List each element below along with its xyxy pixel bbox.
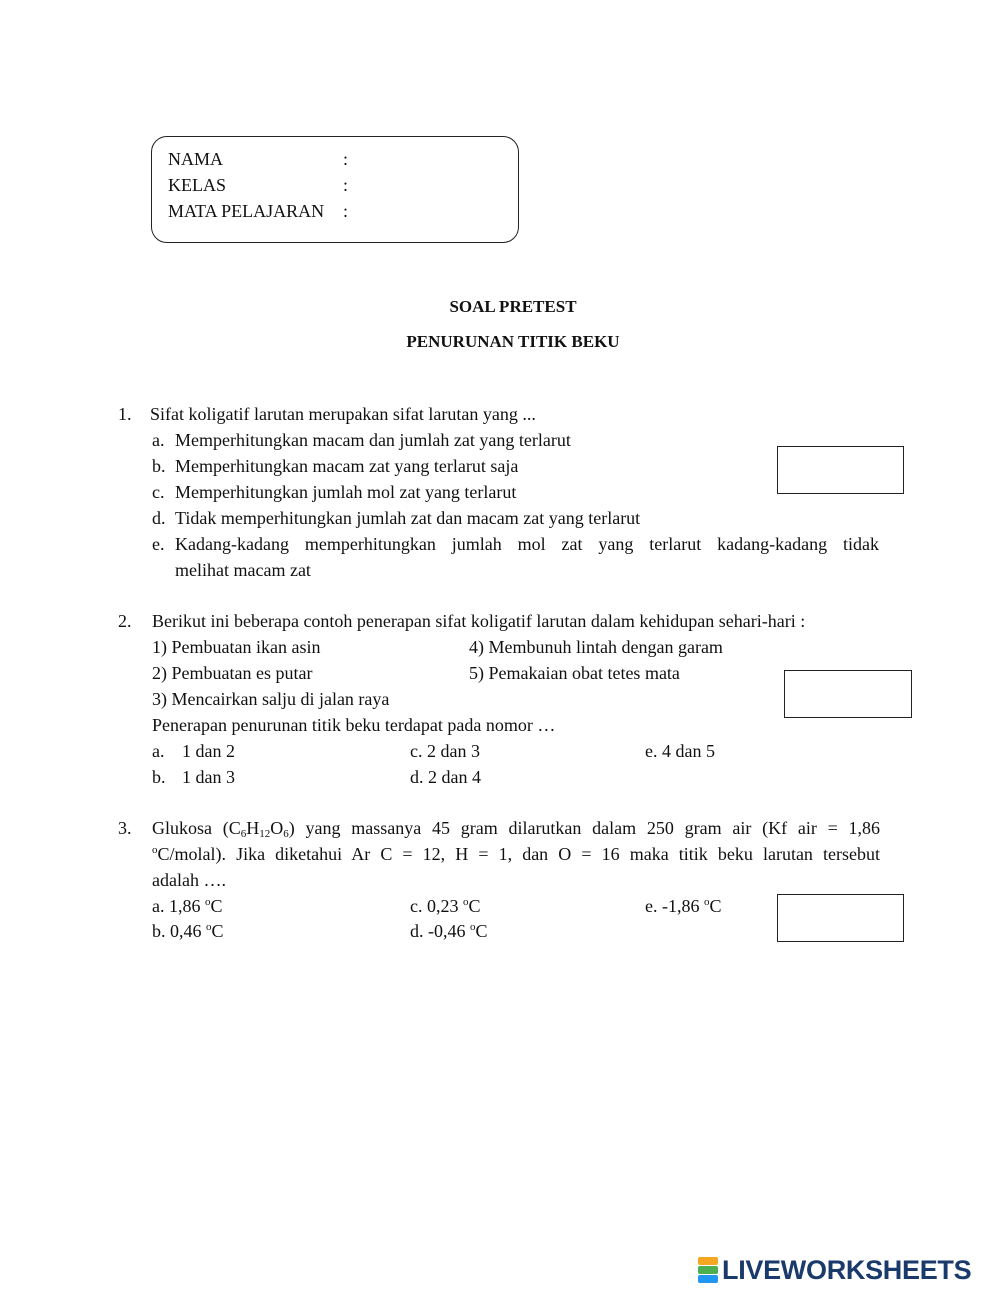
q3-option-e xyxy=(645,895,722,917)
q3-stem-line1 xyxy=(152,817,880,839)
q3-stem-line2 xyxy=(152,843,880,865)
q3-option-a xyxy=(152,895,223,917)
q3-stem-line2-text: C/molal). Jika diketahui Ar C = 12, H = 1, dan O = 16 maka titik beku larutan tersebut xyxy=(157,844,880,864)
q1-option-a: Memperhitungkan macam dan jumlah zat yang terlarut xyxy=(175,430,571,450)
q2-option-d: d. 2 dan 4 xyxy=(410,767,481,787)
q1-option-b: Memperhitungkan macam zat yang terlarut saja xyxy=(175,456,519,476)
q3-option-e-degree: o xyxy=(703,896,710,908)
q3-option-d-value: d. -0,46 xyxy=(410,921,470,941)
q3-option-b-value: b. 0,46 xyxy=(152,921,206,941)
liveworksheets-logo-text: LIVEWORKSHEETS xyxy=(722,1254,972,1285)
q3-option-b-unit: C xyxy=(211,921,224,941)
class-label: KELAS xyxy=(168,175,226,195)
q2-option-b-letter: b. xyxy=(152,767,166,787)
q1-stem: Sifat koligatif larutan merupakan sifat larutan yang ... xyxy=(150,404,536,424)
q2-item-3: 3) Mencairkan salju di jalan raya xyxy=(152,689,390,709)
q2-number: 2. xyxy=(118,611,132,631)
subject-label: MATA PELAJARAN xyxy=(168,201,325,221)
class-colon: : xyxy=(343,175,349,195)
q3-stem-start: Glukosa (C xyxy=(152,818,241,838)
q3-sub-o: 6 xyxy=(283,828,289,840)
q3-option-a-degree: o xyxy=(205,896,211,908)
q1-option-e-cont: melihat macam zat xyxy=(175,560,311,580)
q2-stem: Berikut ini beberapa contoh penerapan sifat koligatif larutan dalam kehidupan sehari-hari : xyxy=(152,611,806,631)
q3-stem-rest: ) yang massanya 45 gram dilarutkan dalam 250 gram air (Kf air = 1,86 xyxy=(288,818,880,838)
liveworksheets-logo-icon xyxy=(698,1257,718,1283)
q3-option-d xyxy=(410,920,488,942)
q1-option-c-letter: c. xyxy=(152,482,165,502)
q3-stem-line3: adalah …. xyxy=(152,870,226,890)
q1-answer-box[interactable] xyxy=(777,446,904,494)
q2-option-c: c. 2 dan 3 xyxy=(410,741,480,761)
q3-option-c xyxy=(410,895,481,917)
page-title: SOAL PRETEST xyxy=(449,297,577,316)
q2-item-4: 4) Membunuh lintah dengan garam xyxy=(469,637,723,657)
subject-colon: : xyxy=(343,201,349,221)
q2-answer-box[interactable] xyxy=(784,670,912,718)
q2-option-e: e. 4 dan 5 xyxy=(645,741,715,761)
q3-el-h: H xyxy=(246,818,260,838)
q3-option-c-degree: o xyxy=(463,896,469,908)
q3-option-b-degree: o xyxy=(206,921,212,933)
q1-option-d: Tidak memperhitungkan jumlah zat dan macam zat yang terlarut xyxy=(175,508,641,528)
q3-sub-c: 6 xyxy=(240,828,247,840)
name-colon: : xyxy=(343,149,349,169)
q1-option-e-letter: e. xyxy=(152,534,165,554)
q3-number: 3. xyxy=(118,818,132,838)
name-label: NAMA xyxy=(168,149,224,169)
q2-question: Penerapan penurunan titik beku terdapat pada nomor … xyxy=(152,715,556,735)
q2-option-b: 1 dan 3 xyxy=(182,767,235,787)
q3-degree: o xyxy=(152,844,158,856)
q2-item-5: 5) Pemakaian obat tetes mata xyxy=(469,663,680,683)
q2-item-1: 1) Pembuatan ikan asin xyxy=(152,637,321,657)
q3-sub-h: 12 xyxy=(259,828,271,840)
q1-option-e: Kadang-kadang memperhitungkan jumlah mol zat yang terlarut kadang-kadang tidak xyxy=(175,534,879,554)
q3-option-a-unit: C xyxy=(210,896,223,916)
q1-option-b-letter: b. xyxy=(152,456,166,476)
page-subtitle: PENURUNAN TITIK BEKU xyxy=(406,332,620,351)
q3-option-c-unit: C xyxy=(468,896,481,916)
q3-option-d-unit: C xyxy=(475,921,488,941)
q1-option-a-letter: a. xyxy=(152,430,165,450)
q3-option-d-degree: o xyxy=(470,921,476,933)
q3-answer-box[interactable] xyxy=(777,894,904,942)
q3-el-o: O xyxy=(270,818,284,838)
q2-option-a-letter: a. xyxy=(152,741,165,761)
q3-option-b xyxy=(152,920,224,942)
q1-number: 1. xyxy=(118,404,132,424)
q3-option-a-value: a. 1,86 xyxy=(152,896,205,916)
q1-option-d-letter: d. xyxy=(152,508,166,528)
q1-option-c: Memperhitungkan jumlah mol zat yang terlarut xyxy=(175,482,517,502)
q3-option-e-value: e. -1,86 xyxy=(645,896,704,916)
q3-option-e-unit: C xyxy=(709,896,722,916)
q2-option-a: 1 dan 2 xyxy=(182,741,235,761)
q2-item-2: 2) Pembuatan es putar xyxy=(152,663,313,683)
liveworksheets-logo xyxy=(698,1256,971,1284)
q3-option-c-value: c. 0,23 xyxy=(410,896,463,916)
